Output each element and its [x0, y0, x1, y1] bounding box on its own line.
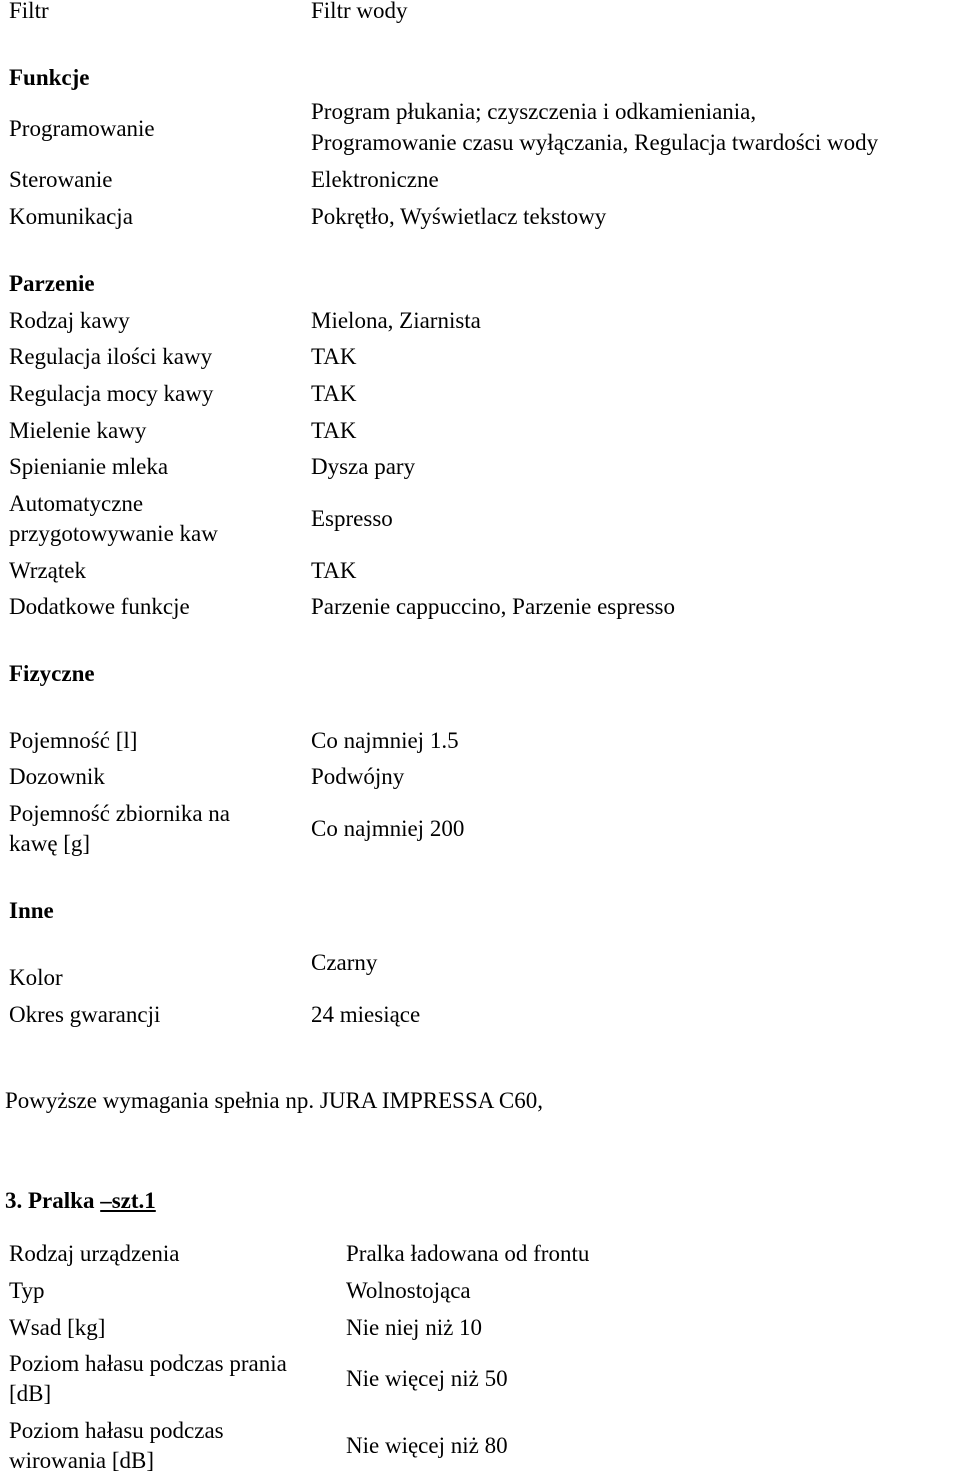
programowanie-label: Programowanie — [9, 116, 155, 141]
programowanie-value-line1: Program płukania; czyszczenia i odkamieniania, — [311, 99, 757, 124]
regulacja-mocy-value: TAK — [311, 381, 357, 406]
rodzaj-kawy-label: Rodzaj kawy — [9, 308, 130, 333]
section-heading-inne: Inne — [9, 898, 54, 923]
automatyczne-label-line2: przygotowywanie kaw — [9, 521, 218, 546]
halas-wirowania-value: Nie więcej niż 80 — [346, 1433, 508, 1458]
halas-prania-label-line2: [dB] — [9, 1381, 52, 1406]
rodzaj-urzadzenia-value: Pralka ładowana od frontu — [346, 1241, 590, 1266]
zbiornik-label-line1: Pojemność zbiornika na — [9, 801, 231, 826]
automatyczne-label-line1: Automatyczne — [9, 491, 144, 516]
rodzaj-kawy-value: Mielona, Ziarnista — [311, 308, 481, 333]
komunikacja-label: Komunikacja — [9, 204, 133, 229]
pojemnosc-value: Co najmniej 1.5 — [311, 728, 459, 753]
dodatkowe-value: Parzenie cappuccino, Parzenie espresso — [311, 594, 676, 619]
halas-prania-value: Nie więcej niż 50 — [346, 1366, 508, 1391]
gwarancja-label: Okres gwarancji — [9, 1002, 161, 1027]
spienianie-label: Spienianie mleka — [9, 454, 169, 479]
pojemnosc-label: Pojemność [l] — [9, 728, 138, 753]
requirements-note: Powyższe wymagania spełnia np. JURA IMPRESSA C60, — [5, 1088, 543, 1113]
regulacja-ilosci-label: Regulacja ilości kawy — [9, 344, 213, 369]
regulacja-ilosci-value: TAK — [311, 344, 357, 369]
dodatkowe-label: Dodatkowe funkcje — [9, 594, 190, 619]
spienianie-value: Dysza pary — [311, 454, 416, 479]
zbiornik-value: Co najmniej 200 — [311, 816, 465, 841]
section-heading-parzenie: Parzenie — [9, 271, 95, 296]
pralka-heading-quantity: –szt.1 — [100, 1188, 156, 1213]
wrzatek-label: Wrzątek — [9, 558, 86, 583]
section-heading-fizyczne: Fizyczne — [9, 661, 95, 686]
programowanie-value-line2: Programowanie czasu wyłączania, Regulacja twardości wody — [311, 130, 879, 155]
mielenie-value: TAK — [311, 418, 357, 443]
typ-value: Wolnostojąca — [346, 1278, 471, 1303]
halas-wirowania-label-line1: Poziom hałasu podczas — [9, 1418, 224, 1443]
typ-label: Typ — [9, 1278, 45, 1303]
komunikacja-value: Pokrętło, Wyświetlacz tekstowy — [311, 204, 607, 229]
pralka-heading-prefix: 3. Pralka — [5, 1188, 101, 1213]
wsad-value: Nie niej niż 10 — [346, 1315, 483, 1340]
zbiornik-label-line2: kawę [g] — [9, 831, 91, 856]
dozownik-value: Podwójny — [311, 764, 405, 789]
halas-wirowania-label-line2: wirowania [dB] — [9, 1448, 154, 1473]
sterowanie-label: Sterowanie — [9, 167, 113, 192]
regulacja-mocy-label: Regulacja mocy kawy — [9, 381, 214, 406]
kolor-label: Kolor — [9, 965, 63, 990]
gwarancja-value: 24 miesiące — [311, 1002, 421, 1027]
automatyczne-value: Espresso — [311, 506, 393, 531]
wrzatek-value: TAK — [311, 558, 357, 583]
filtr-value: Filtr wody — [311, 0, 408, 23]
halas-prania-label-line1: Poziom hałasu podczas prania — [9, 1351, 287, 1376]
mielenie-label: Mielenie kawy — [9, 418, 147, 443]
wsad-label: Wsad [kg] — [9, 1315, 106, 1340]
sterowanie-value: Elektroniczne — [311, 167, 439, 192]
kolor-value: Czarny — [311, 950, 378, 975]
section-heading-pralka — [5, 1186, 156, 1216]
filtr-label: Filtr — [9, 0, 49, 23]
section-heading-funkcje: Funkcje — [9, 65, 90, 90]
dozownik-label: Dozownik — [9, 764, 105, 789]
rodzaj-urzadzenia-label: Rodzaj urządzenia — [9, 1241, 180, 1266]
